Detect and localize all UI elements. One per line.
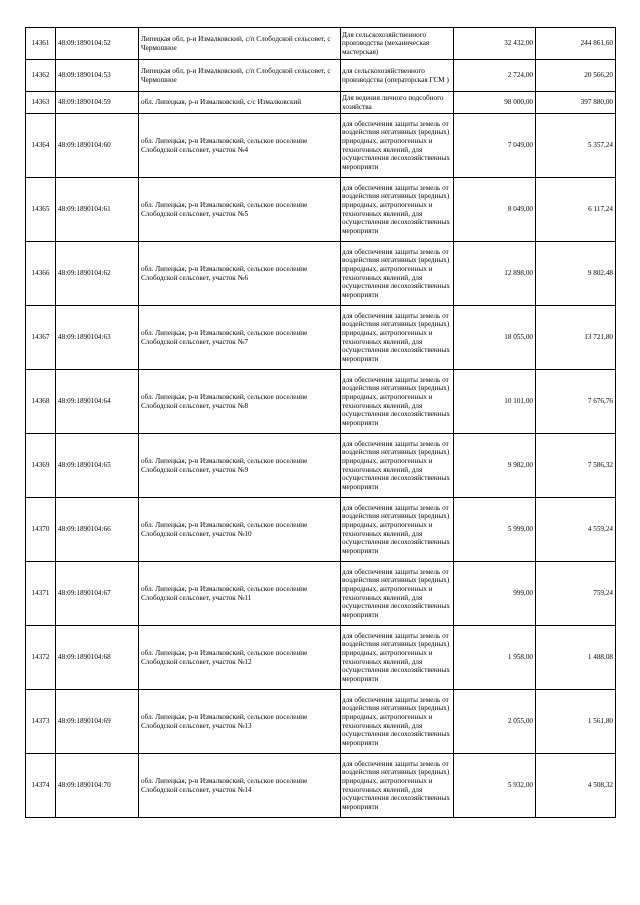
cadastral-number-cell: 48:09:1890104:60 [56,114,139,178]
cadastral-number-cell: 48:09:1890104:66 [56,498,139,562]
area-cell: 12 898,00 [454,242,536,306]
permitted-use-cell [341,306,454,370]
permitted-use-cell [341,434,454,498]
cadastral-value-cell: 5 357,24 [536,114,616,178]
permitted-use-text: для обеспечения защиты земель от воздействия негативных (вредных) природных, антропогенных и техногенных явлений, для осуществления лесохозяйственных мероприяти [342,375,451,427]
table-row [26,60,616,92]
cadastral-number-cell: 48:09:1890104:69 [56,690,139,754]
table-row [26,306,616,370]
permitted-use-text: для обеспечения защиты земель от воздействия негативных (вредных) природных, антропогенных и техногенных явлений, для осуществления лесохозяйственных мероприяти [342,759,451,811]
address-cell: Липецкая обл, р-н Измалковский, с/п Слободской сельсовет, с Чермошное [139,28,341,60]
permitted-use-text: для сельскохозяйственного производства (операторская ГСМ ) [342,66,449,84]
document-sheet [25,27,615,818]
table-row [26,28,616,60]
table-row [26,242,616,306]
cadastral-number-cell: 48:09:1890104:64 [56,370,139,434]
cadastral-number-cell: 48:09:1890104:61 [56,178,139,242]
permitted-use-text: для обеспечения защиты земель от воздействия негативных (вредных) природных, антропогенных и техногенных явлений, для осуществления лесохозяйственных мероприяти [342,439,451,491]
address-cell: обл. Липецкая, р-н Измалковский, сельское поселение Слободской сельсовет, участок №4 [139,114,341,178]
cadastral-value-cell: 244 861,60 [536,28,616,60]
permitted-use-text: Для сельскохозяйственного производства (механическая мастерская) [342,30,430,56]
table-row [26,92,616,114]
permitted-use-text: Для ведения личного подсобного хозяйства [342,93,444,111]
table-row [26,114,616,178]
area-cell: 5 999,00 [454,498,536,562]
permitted-use-cell [341,498,454,562]
area-cell: 8 049,00 [454,178,536,242]
address-cell: обл. Липецкая, р-н Измалковский, с/с Измалковский [139,92,341,114]
cadastral-table [25,27,616,818]
permitted-use-text: для обеспечения защиты земель от воздействия негативных (вредных) природных, антропогенных и техногенных явлений, для осуществления лесохозяйственных мероприяти [342,631,451,683]
cadastral-value-cell: 397 880,00 [536,92,616,114]
address-cell: Липецкая обл, р-н Измалковский, с/п Слободской сельсовет, с Чермошное [139,60,341,92]
permitted-use-cell [341,114,454,178]
cadastral-number-cell: 48:09:1890104:53 [56,60,139,92]
cadastral-value-cell: 1 561,80 [536,690,616,754]
permitted-use-cell [341,754,454,818]
permitted-use-cell [341,28,454,60]
row-number-cell: 14364 [26,114,56,178]
cadastral-number-cell: 48:09:1890104:59 [56,92,139,114]
area-cell: 7 049,00 [454,114,536,178]
cadastral-number-cell: 48:09:1890104:67 [56,562,139,626]
permitted-use-text: для обеспечения защиты земель от воздействия негативных (вредных) природных, антропогенных и техногенных явлений, для осуществления лесохозяйственных мероприяти [342,567,451,619]
permitted-use-cell [341,690,454,754]
table-row [26,690,616,754]
cadastral-value-cell: 4 508,32 [536,754,616,818]
table-row [26,434,616,498]
table-row [26,178,616,242]
permitted-use-text: для обеспечения защиты земель от воздействия негативных (вредных) природных, антропогенных и техногенных явлений, для осуществления лесохозяйственных мероприяти [342,183,451,235]
row-number-cell: 14365 [26,178,56,242]
cadastral-value-cell: 7 586,32 [536,434,616,498]
table-row [26,626,616,690]
cadastral-value-cell: 20 566,20 [536,60,616,92]
address-cell: обл. Липецкая, р-н Измалковский, сельское поселение Слободской сельсовет, участок №5 [139,178,341,242]
permitted-use-text: для обеспечения защиты земель от воздействия негативных (вредных) природных, антропогенных и техногенных явлений, для осуществления лесохозяйственных мероприяти [342,695,451,747]
row-number-cell: 14369 [26,434,56,498]
row-number-cell: 14374 [26,754,56,818]
table-row [26,370,616,434]
table-row [26,562,616,626]
table-row [26,498,616,562]
permitted-use-text: для обеспечения защиты земель от воздействия негативных (вредных) природных, антропогенных и техногенных явлений, для осуществления лесохозяйственных мероприяти [342,119,451,171]
permitted-use-cell [341,92,454,114]
cadastral-value-cell: 4 559,24 [536,498,616,562]
cadastral-value-cell: 6 117,24 [536,178,616,242]
row-number-cell: 14362 [26,60,56,92]
cadastral-number-cell: 48:09:1890104:63 [56,306,139,370]
row-number-cell: 14367 [26,306,56,370]
cadastral-number-cell: 48:09:1890104:68 [56,626,139,690]
cadastral-value-cell: 1 488,08 [536,626,616,690]
address-cell: обл. Липецкая, р-н Измалковский, сельское поселение Слободской сельсовет, участок №8 [139,370,341,434]
area-cell: 2 724,00 [454,60,536,92]
cadastral-value-cell: 7 676,76 [536,370,616,434]
area-cell: 18 055,00 [454,306,536,370]
permitted-use-text: для обеспечения защиты земель от воздействия негативных (вредных) природных, антропогенных и техногенных явлений, для осуществления лесохозяйственных мероприяти [342,247,451,299]
row-number-cell: 14373 [26,690,56,754]
permitted-use-text: для обеспечения защиты земель от воздействия негативных (вредных) природных, антропогенных и техногенных явлений, для осуществления лесохозяйственных мероприяти [342,311,451,363]
address-cell: обл. Липецкая, р-н Измалковский, сельское поселение Слободской сельсовет, участок №12 [139,626,341,690]
permitted-use-cell [341,178,454,242]
row-number-cell: 14370 [26,498,56,562]
table-body [26,28,616,818]
permitted-use-cell [341,562,454,626]
address-cell: обл. Липецкая, р-н Измалковский, сельское поселение Слободской сельсовет, участок №13 [139,690,341,754]
permitted-use-cell [341,626,454,690]
area-cell: 10 101,00 [454,370,536,434]
address-cell: обл. Липецкая, р-н Измалковский, сельское поселение Слободской сельсовет, участок №10 [139,498,341,562]
address-cell: обл. Липецкая, р-н Измалковский, сельское поселение Слободской сельсовет, участок №9 [139,434,341,498]
cadastral-number-cell: 48:09:1890104:52 [56,28,139,60]
cadastral-number-cell: 48:09:1890104:65 [56,434,139,498]
permitted-use-cell [341,242,454,306]
cadastral-value-cell: 759,24 [536,562,616,626]
cadastral-number-cell: 48:09:1890104:62 [56,242,139,306]
cadastral-number-cell: 48:09:1890104:70 [56,754,139,818]
cadastral-value-cell: 9 802,48 [536,242,616,306]
row-number-cell: 14363 [26,92,56,114]
permitted-use-cell [341,370,454,434]
table-row [26,754,616,818]
permitted-use-cell [341,60,454,92]
area-cell: 999,00 [454,562,536,626]
area-cell: 2 055,00 [454,690,536,754]
area-cell: 98 000,00 [454,92,536,114]
cadastral-value-cell: 13 721,80 [536,306,616,370]
row-number-cell: 14371 [26,562,56,626]
row-number-cell: 14368 [26,370,56,434]
address-cell: обл. Липецкая, р-н Измалковский, сельское поселение Слободской сельсовет, участок №11 [139,562,341,626]
address-cell: обл. Липецкая, р-н Измалковский, сельское поселение Слободской сельсовет, участок №14 [139,754,341,818]
row-number-cell: 14361 [26,28,56,60]
address-cell: обл. Липецкая, р-н Измалковский, сельское поселение Слободской сельсовет, участок №6 [139,242,341,306]
area-cell: 1 958,00 [454,626,536,690]
area-cell: 32 432,00 [454,28,536,60]
permitted-use-text: для обеспечения защиты земель от воздействия негативных (вредных) природных, антропогенных и техногенных явлений, для осуществления лесохозяйственных мероприяти [342,503,451,555]
address-cell: обл. Липецкая, р-н Измалковский, сельское поселение Слободской сельсовет, участок №7 [139,306,341,370]
area-cell: 9 982,00 [454,434,536,498]
row-number-cell: 14372 [26,626,56,690]
row-number-cell: 14366 [26,242,56,306]
area-cell: 5 932,00 [454,754,536,818]
